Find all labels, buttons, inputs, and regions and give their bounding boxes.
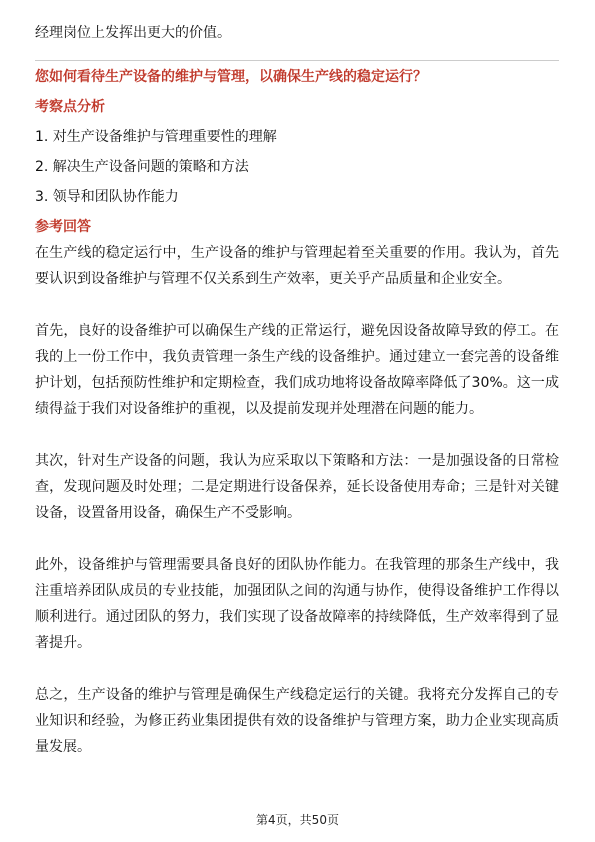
answer-paragraph: 总之，生产设备的维护与管理是确保生产线稳定运行的关键。我将充分发挥自己的专业知识和经验，为修正药业集团提供有效的设备维护与管理方案，助力企业实现高质量发展。 (35, 687, 559, 755)
answer-paragraph: 其次，针对生产设备的问题，我认为应采取以下策略和方法：一是加强设备的日常检查，发现问题及时处理；二是定期进行设备保养，延长设备使用寿命；三是针对关键设备，设置备用设备，确保生产不受影响。 (35, 453, 559, 521)
answer-paragraph: 此外，设备维护与管理需要具备良好的团队协作能力。在我管理的那条生产线中，我注重培养团队成员的专业技能，加强团队之间的沟通与协作，使得设备维护工作得以顺利进行。通过团队的努力，我们实现了设备故障率的持续降低，生产效率得到了显著提升。 (35, 557, 559, 651)
answer-title: 参考回答 (35, 219, 91, 235)
analysis-title: 考察点分析 (35, 99, 105, 115)
question-heading: 您如何看待生产设备的维护与管理，以确保生产线的稳定运行？ (35, 69, 427, 85)
answer-paragraph: 在生产线的稳定运行中，生产设备的维护与管理起着至关重要的作用。我认为，首先要认识到设备维护与管理不仅关系到生产效率，更关乎产品质量和企业安全。 (35, 245, 559, 287)
analysis-point: 3. 领导和团队协作能力 (35, 189, 179, 205)
answer-paragraph: 首先，良好的设备维护可以确保生产线的正常运行，避免因设备故障导致的停工。在我的上一份工作中，我负责管理一条生产线的设备维护。通过建立一套完善的设备维护计划，包括预防性维护和定期检查，我们成功地将设备故障率降低了30%。这一成绩得益于我们对设备维护的重视，以及提前发现并处理潜在问题的能力。 (35, 323, 559, 417)
intro-text: 经理岗位上发挥出更大的价值。 (35, 25, 231, 41)
page-number: 第4页，共50页 (256, 813, 339, 827)
analysis-points (35, 122, 277, 212)
analysis-point: 2. 解决生产设备问题的策略和方法 (35, 159, 249, 175)
analysis-point: 1. 对生产设备维护与管理重要性的理解 (35, 129, 277, 145)
answer-body (35, 240, 559, 760)
divider (35, 60, 559, 61)
